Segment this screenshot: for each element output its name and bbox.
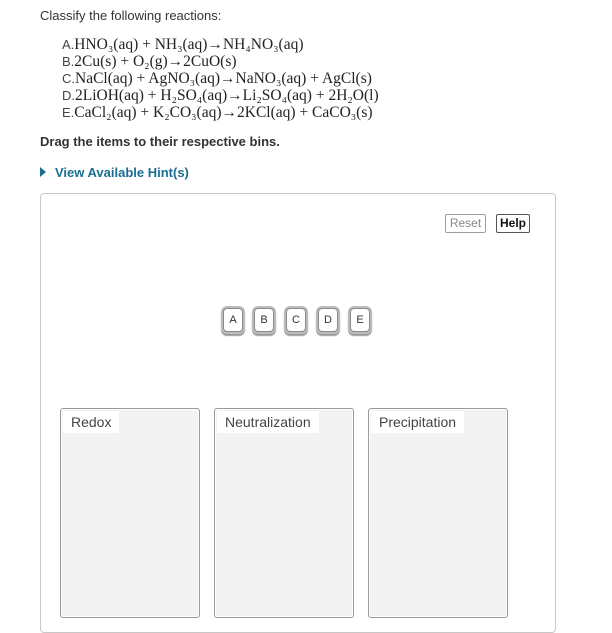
view-hints-link[interactable] bbox=[40, 165, 189, 180]
drag-tile-b[interactable]: B bbox=[254, 308, 274, 332]
view-hints-label: View Available Hint(s) bbox=[55, 165, 189, 180]
reaction-equation: HNO₃(aq) + NH₃(aq)→NH₄NO₃(aq) bbox=[74, 36, 304, 53]
reaction-letter: A. bbox=[62, 37, 75, 52]
reaction-equation: 2Cu(s) + O₂(g)→2CuO(s) bbox=[74, 53, 237, 70]
expand-triangle-icon bbox=[40, 167, 46, 177]
reaction-letter: E. bbox=[62, 105, 75, 120]
bin-label: Redox bbox=[63, 411, 119, 433]
reaction-equation: 2LiOH(aq) + H₂SO₄(aq)→Li₂SO₄(aq) + 2H₂O(l) bbox=[75, 87, 379, 104]
drag-tile-d[interactable]: D bbox=[318, 308, 338, 332]
reaction-a bbox=[62, 36, 379, 53]
bin-neutralization[interactable] bbox=[214, 408, 354, 618]
reaction-equation: NaCl(aq) + AgNO₃(aq)→NaNO₃(aq) + AgCl(s) bbox=[75, 70, 372, 87]
reaction-letter: D. bbox=[62, 88, 75, 103]
bin-precipitation[interactable] bbox=[368, 408, 508, 618]
question-prompt: Classify the following reactions: bbox=[40, 8, 222, 23]
reaction-list bbox=[62, 36, 379, 121]
reaction-c bbox=[62, 70, 379, 87]
reaction-e bbox=[62, 104, 379, 121]
drag-tile-e[interactable]: E bbox=[350, 308, 370, 332]
bin-label: Precipitation bbox=[371, 411, 464, 433]
drag-tile-c[interactable]: C bbox=[286, 308, 306, 332]
bin-label: Neutralization bbox=[217, 411, 319, 433]
drag-instruction: Drag the items to their respective bins. bbox=[40, 134, 280, 149]
help-button[interactable]: Help bbox=[496, 214, 530, 233]
reaction-letter: C. bbox=[62, 71, 75, 86]
reaction-d bbox=[62, 87, 379, 104]
bin-redox[interactable] bbox=[60, 408, 200, 618]
reset-button[interactable]: Reset bbox=[445, 214, 486, 233]
reaction-letter: B. bbox=[62, 54, 75, 69]
reaction-equation: CaCl₂(aq) + K₂CO₃(aq)→2KCl(aq) + CaCO₃(s) bbox=[74, 104, 373, 121]
drag-tile-a[interactable]: A bbox=[223, 308, 243, 332]
reaction-b bbox=[62, 53, 379, 70]
drag-drop-panel bbox=[40, 193, 556, 633]
